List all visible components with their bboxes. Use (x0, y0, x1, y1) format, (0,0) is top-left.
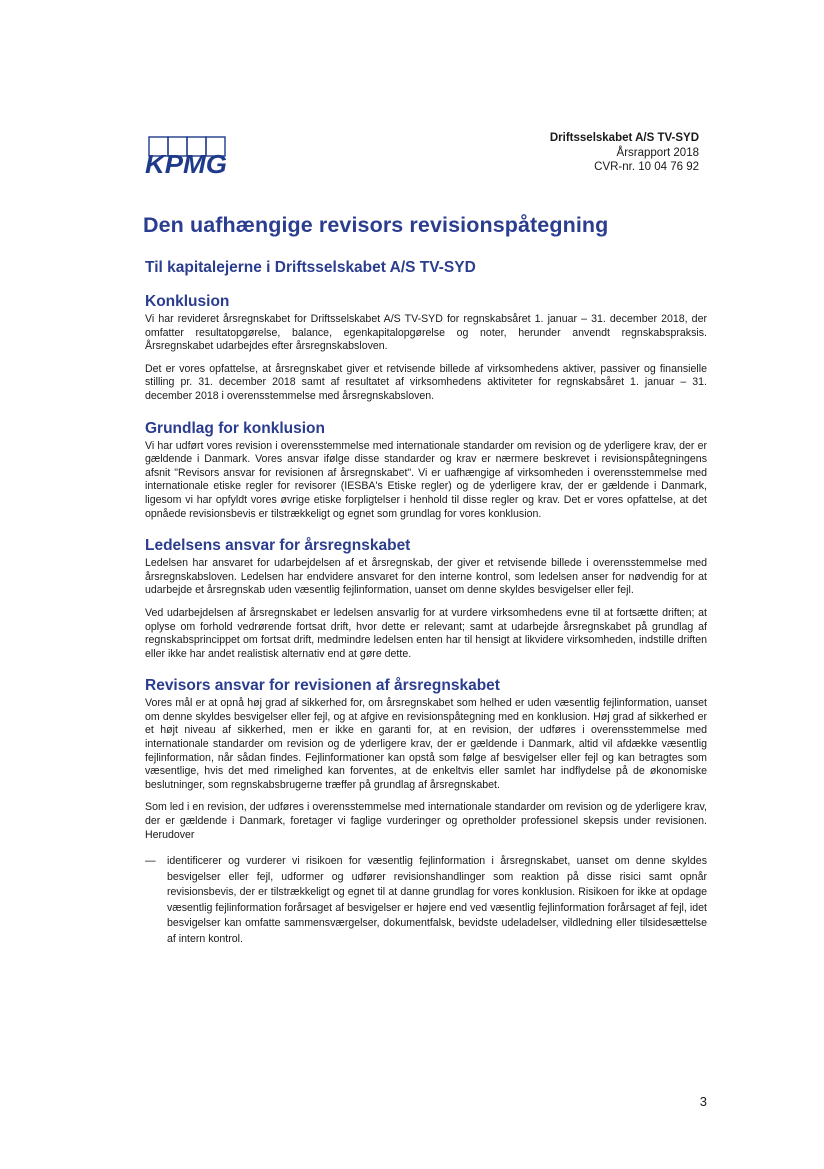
page-title: Den uafhængige revisors revisionspåtegning (143, 213, 609, 237)
bullet-marker: — (145, 855, 156, 868)
company-name: Driftsselskabet A/S TV-SYD (549, 132, 699, 144)
paragraph: Vi har udført vores revision i overensstemmelse med internationale standarder om revision og de yderligere krav, der er gældende i Danmark. Vores ansvar ifølge disse standarder og krav er nærmere beskrevet i revisionspåtegningens afsnit "Revisors ansvar for revisionen af årsregnskabet". Vi er uafhængige af virksomheden i overensstemmelse med internationale etiske regler for revisorer (IESBA's Etiske regler) og de yderligere krav, der er gældende i Danmark, ligesom vi har opfyldt vores øvrige etiske forpligtelser i henhold til disse regler og krav. Det er vores opfattelse, at det opnåede revisionsbevis er tilstrækkeligt og egnet som grundlag for vores konklusion. (145, 439, 707, 520)
paragraph: Det er vores opfattelse, at årsregnskabet giver et retvisende billede af virksomhedens aktiver, passiver og finansielle stilling pr. 31. december 2018 samt af resultatet af virksomhedens aktiviteter for regnskabsåret 1. januar – 31. december 2018 i overensstemmelse med årsregnskabsloven. (145, 362, 707, 402)
section-heading-ledelsens-ansvar: Ledelsens ansvar for årsregnskabet (145, 537, 411, 555)
company-info (550, 131, 699, 175)
paragraph: Vi har revideret årsregnskabet for Driftsselskabet A/S TV-SYD for regnskabsåret 1. januar – 31. december 2018, der omfatter resultatopgørelse, balance, egenkapitalopgørelse og noter, herunder anvendt regnskabspraksis. Årsregnskabet udarbejdes efter årsregnskabsloven. (145, 313, 707, 353)
bullet-text: identificerer og vurderer vi risikoen for væsentlig fejlinformation i årsregnskabet, uanset om denne skyldes besvigelser eller fejl, udformer og udfører revisionshandlinger som reaktion på disse risici samt opnår revisionsbevis, der er tilstrækkeligt og egnet til at danne grundlag for vores konklusion. Risikoen for ikke at opdage væsentlig fejlinformation forårsaget af besvigelser er højere end ved væsentlig fejlinformation forårsaget af fejl, idet besvigelser kan omfatte sammensværgelser, dokumentfalsk, bevidste udeladelser, vildledning eller tilsidesættelse af intern kontrol. (167, 855, 707, 945)
section-heading-konklusion: Konklusion (145, 293, 230, 310)
paragraph: Som led i en revision, der udføres i overensstemmelse med internationale standarder om revision og de yderligere krav, der er gældende i Danmark, foretager vi faglige vurderinger og opretholder professionel skepsis under revisionen. Herudover (145, 801, 707, 841)
paragraph: Ved udarbejdelsen af årsregnskabet er ledelsen ansvarlig for at vurdere virksomhedens evne til at fortsætte driften; at oplyse om forhold vedrørende fortsat drift, hvor dette er relevant; samt at udarbejde årsregnskabet på grundlag af regnskabsprincippet om fortsat drift, medmindre ledelsen enten har til hensigt at likvidere virksomheden, indstille driften eller ikke har andet realistisk alternativ end at gøre dette. (145, 606, 707, 660)
logo-text: KPMG (145, 149, 227, 178)
paragraph: Ledelsen har ansvaret for udarbejdelsen af et årsregnskab, der giver et retvisende billede i overensstemmelse med årsregnskabsloven. Ledelsen har endvidere ansvaret for den interne kontrol, som ledelsen anser for nødvendig for at udarbejde et årsregnskab uden væsentlig fejlinformation, uanset om denne skyldes besvigelser eller fejl. (145, 557, 707, 597)
page-number: 3 (699, 1094, 707, 1109)
report-body (145, 292, 707, 947)
section-heading-grundlag: Grundlag for konklusion (145, 419, 325, 437)
report-title: Årsrapport 2018 (616, 146, 699, 159)
paragraph: Vores mål er at opnå høj grad af sikkerhed for, om årsregnskabet som helhed er uden væsentlig fejlinformation, uanset om denne skyldes besvigelser eller fejl, og at afgive en revisionspåtegning med en konklusion. Høj grad af sikkerhed er et højt niveau af sikkerhed, men er ikke en garanti for, at en revision, der udføres i overensstemmelse med internationale standarder om revision og de yderligere krav, der er gældende i Danmark, altid vil afdække væsentlig fejlinformation, når sådan findes. Fejlinformationer kan opstå som følge af besvigelser eller fejl og kan betragtes som væsentlige, hvis det med rimelighed kan forventes, at de enkeltvis eller samlet har indflydelse på de økonomiske beslutninger, som regnskabsbrugerne træffer på grundlag af årsregnskabet. (145, 697, 707, 791)
section-heading-revisors-ansvar: Revisors ansvar for revisionen af årsregnskabet (145, 677, 500, 695)
list-item (145, 854, 707, 947)
page-subtitle: Til kapitalejerne i Driftsselskabet A/S TV-SYD (145, 259, 476, 276)
kpmg-logo (143, 136, 233, 178)
cvr-number: CVR-nr. 10 04 76 92 (594, 161, 699, 173)
